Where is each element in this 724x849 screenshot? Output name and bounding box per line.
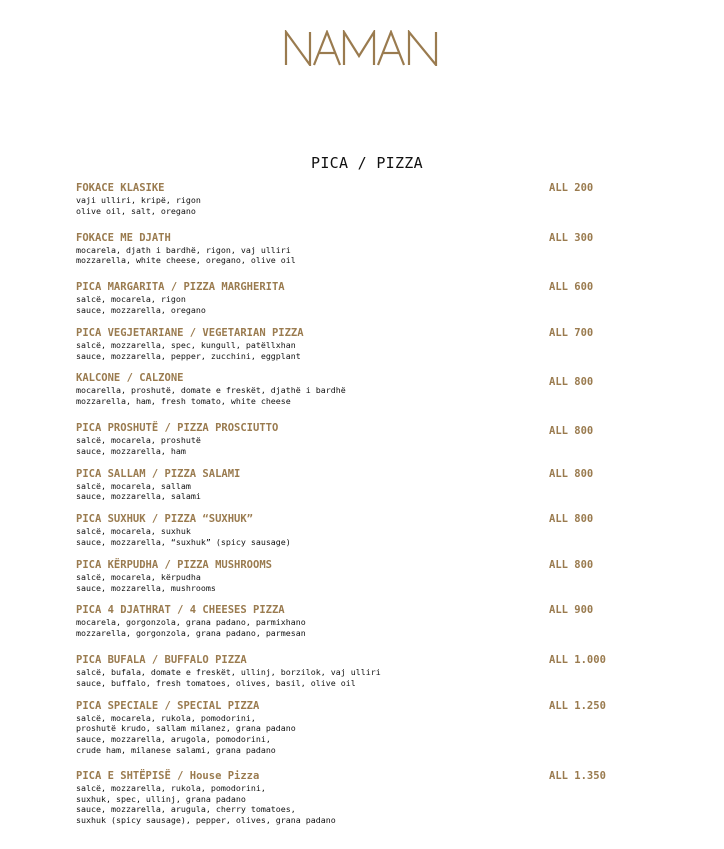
menu-item: [76, 232, 636, 267]
item-name: KALCONE / CALZONE: [76, 372, 184, 385]
item-name: PICA PROSHUTË / PIZZA PROSCIUTTO: [76, 421, 279, 434]
item-desc-line: salcë, mocarela, proshutë: [76, 434, 201, 445]
item-desc-line: salcë, mocarela, kërpudha: [76, 571, 201, 582]
item-desc-line: crude ham, milanese salami, grana padano: [76, 744, 276, 755]
item-desc-line: sauce, mozzarella, mushrooms: [76, 582, 216, 593]
item-price: ALL 700: [549, 326, 594, 339]
menu-item: [76, 559, 636, 594]
item-desc-line: salcë, bufala, domate e freskët, ullinj, borzilok, vaj ulliri: [76, 666, 381, 677]
item-price: ALL 800: [549, 513, 594, 526]
menu-item: [76, 700, 636, 756]
item-desc-line: sauce, mozzarella, “suxhuk” (spicy sausage): [76, 536, 291, 547]
item-name: PICA SPECIALE / SPECIAL PIZZA: [76, 699, 260, 712]
item-price: ALL 900: [549, 604, 594, 617]
item-name: PICA BUFALA / BUFFALO PIZZA: [76, 653, 247, 666]
item-name: PICA MARGARITA / PIZZA MARGHERITA: [76, 281, 285, 294]
item-desc-line: salcë, mocarela, suxhuk: [76, 526, 191, 537]
item-name: FOKACE ME DJATH: [76, 231, 171, 244]
menu-list: [76, 182, 636, 826]
menu-item: [76, 182, 636, 217]
item-desc-line: olive oil, salt, oregano: [76, 205, 196, 216]
menu-item: [76, 770, 636, 826]
section-title: PICA / PIZZA: [311, 154, 423, 172]
menu-item: [76, 281, 636, 316]
item-price: ALL 800: [549, 558, 594, 571]
item-name: PICA E SHTËPISË / House Pizza: [76, 769, 260, 782]
item-price: ALL 1.250: [549, 699, 606, 712]
item-price: ALL 800: [549, 424, 594, 437]
menu-item: [76, 468, 636, 503]
item-price: ALL 800: [549, 376, 594, 389]
item-desc-line: salcë, mozzarella, spec, kungull, patëllxhan: [76, 339, 296, 350]
brand-logo: [0, 30, 724, 70]
item-desc-line: sauce, mozzarella, arugula, cherry tomatoes,: [76, 804, 296, 815]
item-desc-line: mocarella, proshutë, domate e freskët, djathë i bardhë: [76, 385, 346, 396]
item-price: ALL 300: [549, 231, 594, 244]
menu-item: [76, 604, 636, 639]
item-price: ALL 1.000: [549, 653, 606, 666]
item-name: PICA KËRPUDHA / PIZZA MUSHROOMS: [76, 558, 272, 571]
menu-item: [76, 422, 636, 457]
item-desc-line: salcë, mocarela, rukola, pomodorini,: [76, 712, 256, 723]
menu-item: [76, 513, 636, 548]
naman-logo-mark: [284, 30, 440, 66]
item-desc-line: vaji ulliri, kripë, rigon: [76, 195, 201, 205]
menu-item: [76, 654, 636, 689]
item-desc-line: salcë, mozzarella, rukola, pomodorini,: [76, 782, 266, 793]
item-desc-line: mocarela, gorgonzola, grana padano, parmixhano: [76, 617, 306, 628]
item-desc-line: sauce, mozzarella, oregano: [76, 304, 206, 315]
item-desc-line: sauce, mozzarella, salami: [76, 491, 201, 502]
item-desc-line: mocarela, djath i bardhë, rigon, vaj ulliri: [76, 244, 291, 255]
item-name: PICA VEGJETARIANE / VEGETARIAN PIZZA: [76, 326, 304, 339]
item-name: PICA 4 DJATHRAT / 4 CHEESES PIZZA: [76, 604, 285, 617]
item-desc-line: suxhuk (spicy sausage), pepper, olives, grana padano: [76, 815, 336, 826]
item-name: PICA SALLAM / PIZZA SALAMI: [76, 467, 241, 480]
item-desc-line: proshutë krudo, sallam milanez, grana padano: [76, 723, 296, 734]
item-desc-line: salcë, mocarela, sallam: [76, 480, 191, 491]
item-desc-line: mozzarella, gorgonzola, grana padano, parmesan: [76, 628, 306, 639]
item-desc-line: sauce, mozzarella, ham: [76, 445, 186, 456]
item-name: FOKACE KLASIKE: [76, 182, 165, 194]
item-desc-line: mozzarella, ham, fresh tomato, white cheese: [76, 396, 291, 407]
item-price: ALL 800: [549, 467, 594, 480]
item-desc-line: sauce, buffalo, fresh tomatoes, olives, basil, olive oil: [76, 677, 356, 688]
item-price: ALL 1.350: [549, 769, 606, 782]
menu-item: [76, 372, 636, 407]
item-name: PICA SUXHUK / PIZZA “SUXHUK”: [76, 513, 254, 526]
item-desc-line: sauce, mozzarella, arugola, pomodorini,: [76, 734, 271, 745]
item-price: ALL 600: [549, 281, 594, 294]
item-price: ALL 200: [549, 182, 594, 194]
menu-item: [76, 327, 636, 362]
item-desc-line: sauce, mozzarella, pepper, zucchini, eggplant: [76, 350, 301, 361]
item-desc-line: salcë, mocarela, rigon: [76, 294, 186, 305]
item-desc-line: mozzarella, white cheese, oregano, olive oil: [76, 255, 296, 266]
item-desc-line: suxhuk, spec, ullinj, grana padano: [76, 793, 246, 804]
